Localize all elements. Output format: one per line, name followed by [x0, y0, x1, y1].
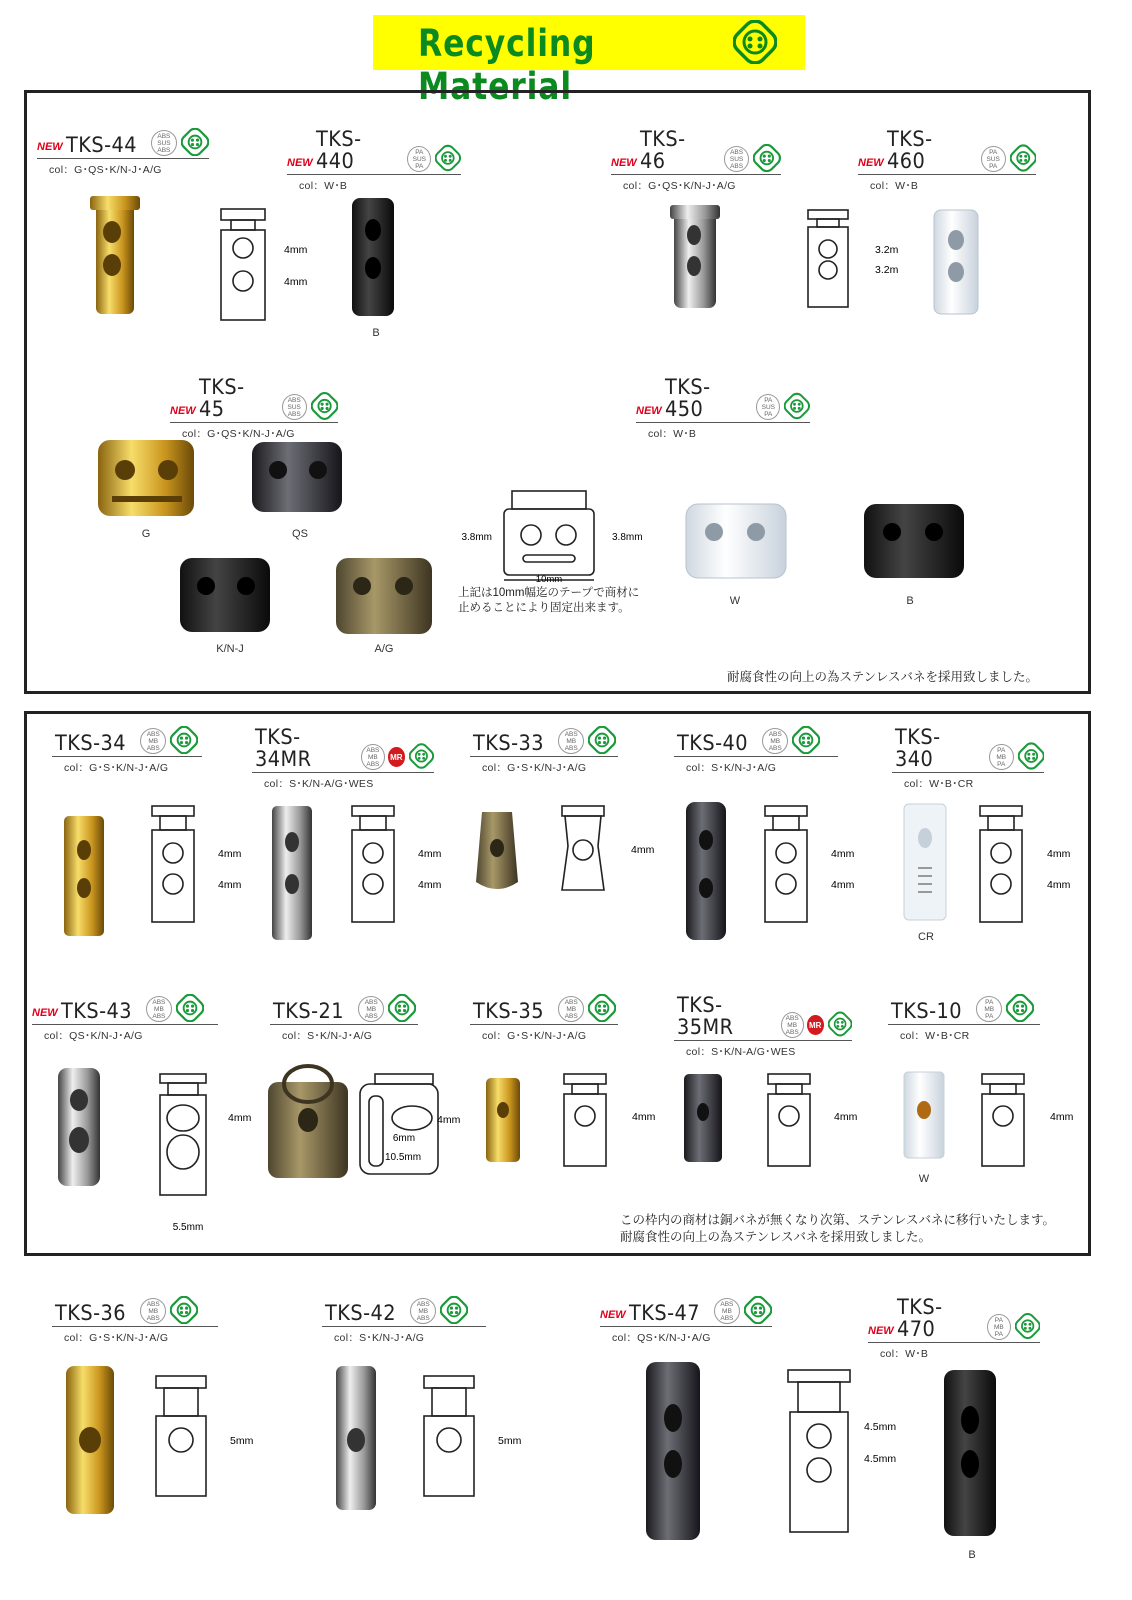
recycle-icon [440, 1296, 468, 1324]
color-list: col：G･S･K/N-J･A/G [482, 762, 587, 774]
dim-label: 4mm [218, 848, 242, 860]
product-code: TKS-33 [473, 731, 545, 755]
dim-label: 4mm [631, 844, 655, 856]
product-code: TKS-43 [60, 999, 132, 1023]
product-code: TKS-45 [198, 375, 245, 421]
material-badge: ABS MB ABS [358, 996, 384, 1022]
tks-10-drawing [982, 1074, 1024, 1166]
color-list: col：G･QS･K/N-J･A/G [49, 164, 162, 176]
dim-label: 4mm [1047, 848, 1071, 860]
material-badge: ABS MB ABS [140, 728, 166, 754]
material-badge: PA SUS PA [756, 394, 780, 420]
tks-45-kn-photo [180, 558, 270, 632]
tks-34-photo [64, 816, 104, 936]
material-badge: ABS SUS ABS [282, 394, 307, 420]
material-badge: ABS MB ABS [140, 1298, 166, 1324]
tks-47-photo [646, 1362, 700, 1540]
dim-label: 5mm [230, 1435, 254, 1447]
material-badge: PA MB PA [989, 744, 1014, 770]
dim-label: 4mm [284, 276, 308, 288]
product-code: TKS-440 [315, 127, 362, 173]
color-label: K/N-J [216, 643, 244, 655]
dim-label: 4mm [284, 244, 308, 256]
color-list: col：QS･K/N-J･A/G [612, 1332, 711, 1344]
tks-46-photo [670, 205, 720, 308]
dim-label: 3.2m [875, 244, 899, 256]
material-badge: ABS MB ABS [558, 728, 584, 754]
new-badge: NEW [600, 1309, 626, 1321]
dim-label: 4mm [418, 848, 442, 860]
product-code: TKS-46 [639, 127, 686, 173]
dim-label: 4mm [1050, 1111, 1074, 1123]
product-tks-36 [52, 1296, 218, 1345]
color-label: W [729, 595, 741, 607]
color-list: col：S･K/N-J･A/G [282, 1030, 373, 1042]
material-badge: ABS MB ABS [146, 996, 172, 1022]
dim-label: 4mm [218, 879, 242, 891]
dim-label: 3.2m [875, 264, 899, 276]
material-badge: PA SUS PA [407, 146, 431, 172]
color-list: col：S･K/N-J･A/G [686, 762, 777, 774]
product-code: TKS-470 [896, 1295, 943, 1341]
section-2-illustrations [0, 700, 1132, 1260]
color-label: W [918, 1173, 930, 1185]
tks-46-drawing [808, 210, 848, 307]
product-code: TKS-340 [895, 725, 941, 771]
color-list: col：W･B･CR [900, 1030, 970, 1042]
recycle-icon [744, 1296, 772, 1324]
tks-34mr-drawing [352, 806, 394, 922]
tks-35mr-photo [684, 1074, 722, 1162]
tks-35-drawing [564, 1074, 606, 1166]
tks-40-drawing [765, 806, 807, 922]
tks-340-drawing [980, 806, 1022, 922]
tks-36-drawing [156, 1376, 206, 1496]
product-code: TKS-21 [273, 999, 345, 1023]
dim-label: 4.5mm [864, 1421, 897, 1433]
color-list: col：QS･K/N-J･A/G [44, 1030, 143, 1042]
dim-label: 4mm [831, 848, 855, 860]
tks-10-photo [904, 1072, 944, 1158]
color-list: col：G･S･K/N-J･A/G [482, 1030, 587, 1042]
product-code: TKS-44 [65, 133, 137, 157]
color-label: B [906, 595, 914, 607]
product-code: TKS-450 [664, 375, 711, 421]
color-label: A/G [374, 643, 394, 655]
color-list: col：S･K/N-A/G･WES [264, 778, 374, 790]
new-badge: NEW [32, 1007, 58, 1019]
tks-34mr-photo [272, 806, 312, 940]
dim-label: 10.5mm [384, 1152, 422, 1163]
dim-label: 4mm [632, 1111, 656, 1123]
new-badge: NEW [170, 405, 196, 417]
tks-470-photo [944, 1370, 996, 1536]
tks-40-photo [686, 802, 726, 940]
tks-450-b-photo [864, 504, 964, 578]
dim-label: 5mm [498, 1435, 522, 1447]
section-1-note: 耐腐食性の向上の為ステンレスバネを採用致しました。 [727, 670, 1038, 684]
dim-label: 3.8mm [612, 532, 643, 543]
tks-44-photo [90, 196, 140, 314]
material-badge: ABS SUS ABS [151, 130, 177, 156]
tks-33-drawing [562, 806, 604, 890]
mr-badge: MR [388, 747, 406, 767]
material-badge: PA SUS PA [981, 146, 1006, 172]
tks-42-drawing [424, 1376, 474, 1496]
section-3-illustrations [0, 1340, 1132, 1600]
dim-label: 4mm [831, 879, 855, 891]
material-badge: ABS MB ABS [558, 996, 584, 1022]
color-label: B [372, 327, 380, 339]
tks-35mr-drawing [768, 1074, 810, 1166]
product-tks-47 [600, 1296, 772, 1345]
tks-450-w-photo [686, 504, 786, 578]
recycle-icon [170, 1296, 198, 1324]
material-badge: ABS MB ABS [361, 744, 384, 770]
color-list: col：S･K/N-J･A/G [334, 1332, 425, 1344]
new-badge: NEW [37, 141, 63, 153]
dim-label: 4mm [834, 1111, 858, 1123]
material-badge: ABS SUS ABS [724, 146, 750, 172]
color-list: col：W･B [880, 1348, 929, 1360]
material-badge: PA MB PA [987, 1314, 1011, 1340]
product-code: TKS-34MR [255, 725, 312, 771]
color-list: col：G･QS･K/N-J･A/G [182, 428, 295, 440]
dim-label: 4.5mm [864, 1453, 897, 1465]
tks-47-drawing [788, 1370, 850, 1532]
product-tks-42 [322, 1296, 486, 1345]
color-label: CR [918, 931, 934, 943]
tks-35-photo [486, 1078, 520, 1162]
tks-440-photo [352, 198, 394, 316]
tks-340-photo [904, 804, 946, 920]
tks-36-photo [66, 1366, 114, 1514]
product-code: TKS-47 [628, 1301, 700, 1325]
tks-45-ag-photo [336, 558, 432, 634]
tks-43-photo [58, 1068, 100, 1186]
banner-title: Recycling Material [418, 22, 596, 108]
material-badge: PA MB PA [976, 996, 1002, 1022]
recycle-icon [1015, 1312, 1040, 1340]
new-badge: NEW [287, 157, 313, 169]
section-2-notes: この枠内の商材は銅バネが無くなり次第、ステンレスバネに移行いたします。 耐腐食性の向上の為ステンレスバネを採用致しました。 [620, 1213, 1055, 1244]
product-code: TKS-34 [55, 731, 127, 755]
color-list: col：W･B･CR [904, 778, 974, 790]
dim-label: 4mm [418, 879, 442, 891]
tks-44-drawing [221, 209, 265, 320]
color-list: col：W･B [648, 428, 697, 440]
material-badge: ABS MB ABS [781, 1012, 804, 1038]
dim-label: 4mm [1047, 879, 1071, 891]
new-badge: NEW [611, 157, 637, 169]
color-label: B [968, 1549, 976, 1561]
tks-45-qs-photo [252, 442, 342, 512]
tks-34-drawing [152, 806, 194, 922]
product-code: TKS-460 [886, 127, 933, 173]
dim-label: 5.5mm [172, 1222, 204, 1233]
product-code: TKS-40 [677, 731, 749, 755]
tks-21-photo [268, 1066, 348, 1178]
product-code: TKS-42 [325, 1301, 397, 1325]
dim-label: 4mm [437, 1114, 461, 1126]
product-code: TKS-36 [55, 1301, 127, 1325]
tks-43-drawing [160, 1074, 206, 1195]
tks-460-photo [934, 210, 978, 314]
dim-label: 4mm [228, 1112, 252, 1124]
new-badge: NEW [858, 157, 884, 169]
tks-45-g-photo [98, 440, 194, 516]
product-code: TKS-35 [473, 999, 545, 1023]
material-badge: ABS MB ABS [410, 1298, 436, 1324]
new-badge: NEW [868, 1325, 894, 1337]
color-list: col：S･K/N-A/G･WES [686, 1046, 796, 1058]
tks-33-photo [476, 812, 518, 889]
color-list: col：W･B [299, 180, 348, 192]
color-label: QS [292, 528, 308, 540]
new-badge: NEW [636, 405, 662, 417]
color-list: col：G･S･K/N-J･A/G [64, 1332, 169, 1344]
product-code: TKS-10 [891, 999, 963, 1023]
tks-42-photo [336, 1366, 376, 1510]
color-list: col：G･S･K/N-J･A/G [64, 762, 169, 774]
tks-45-drawing [504, 491, 594, 580]
dim-label: 3.8mm [461, 532, 492, 543]
material-badge: ABS MB ABS [714, 1298, 740, 1324]
dim-label: 6mm [392, 1133, 416, 1144]
material-badge: ABS MB ABS [762, 728, 788, 754]
dim-label: 10mm [535, 574, 563, 585]
color-label: G [141, 528, 151, 540]
mr-badge: MR [807, 1015, 824, 1035]
product-code: TKS-35MR [677, 993, 734, 1039]
color-list: col：G･QS･K/N-J･A/G [623, 180, 736, 192]
tape-note: 上記は10mm幅迄のテープで商材に 止めることにより固定出来ます。 [458, 587, 640, 614]
color-list: col：W･B [870, 180, 919, 192]
